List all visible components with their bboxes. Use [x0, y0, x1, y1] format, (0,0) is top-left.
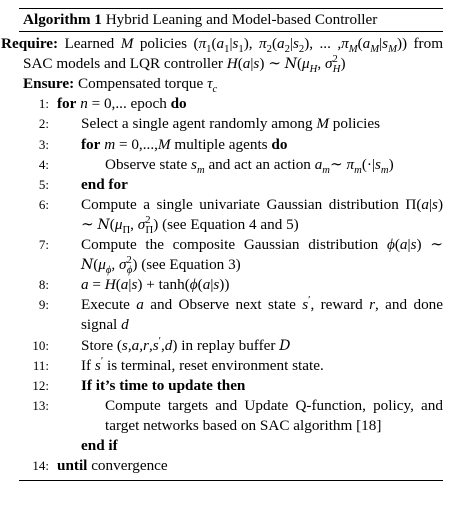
algorithm-title	[19, 9, 443, 31]
ensure-keyword: Ensure:	[23, 75, 75, 93]
algo-line-12: 12: If it’s time to update then	[32, 376, 246, 394]
algo-line-10: 10: Store (s,a,r,s′,d) in replay buffer D	[32, 335, 291, 354]
bottom-rule	[19, 480, 443, 481]
algo-line-5: 5: end for	[38, 175, 128, 193]
algorithm-box	[1, 8, 444, 481]
algo-line-3: 3: for m = 0,...,M multiple agents do	[38, 135, 288, 153]
algo-line-11: 11: If s′ is terminal, reset environment state.	[32, 355, 324, 374]
algo-line-8: 8: a = H(a|s) + tanh(ϕ(a|s))	[38, 276, 230, 294]
algo-line-1: 1: for n = 0,... epoch do	[38, 95, 187, 113]
algo-line-2: 2: Select a single agent randomly among M policies	[38, 115, 381, 133]
algo-line-6: 6: Compute a single univariate Gaussian distribution Π(a|s) ∼ $N(\mu_\Pi$, $\sigma^2_\Pi$) (see Equation 4 and 5)	[38, 195, 443, 236]
algo-line-14: 14: until convergence	[32, 457, 168, 475]
algo-line-13: 13: Compute targets and Update Q-function, policy, and target networks based on SAC algorithm [18]	[32, 396, 443, 434]
require-clause: Require: Learned M policies ($\pi_1(a_1|s_1)$, $\pi_2(a_2|s_2)$, ... $,\pi_M(a_M|s_M)$) from SAC models and LQR controller H(a|s) ∼ $N(\mu_H$, $\sigma^2_H$)	[1, 35, 444, 76]
algorithm-body	[1, 32, 444, 476]
algo-line-4: 4: Observe state $s_m$ and act an action $a_m\sim$ $\pi_m(\cdot|s_m)$	[38, 155, 394, 176]
algorithm-name: Hybrid Leaning and Model-based Controller	[105, 11, 378, 28]
ensure-clause: Ensure: Compensated torque $\tau_c$	[23, 75, 218, 96]
algo-line-7: 7: Compute the composite Gaussian distribution ϕ(a|s) ∼ $N(\mu_\phi$, $\sigma^2_\phi$) (see Equation 3)	[38, 236, 443, 277]
algo-line-end-if: end if	[81, 436, 118, 454]
require-keyword: Require:	[1, 35, 59, 53]
algo-line-9: 9: Execute a and Observe next state s′, reward r, and done signal d	[38, 295, 444, 334]
algorithm-label: Algorithm 1	[23, 11, 102, 28]
